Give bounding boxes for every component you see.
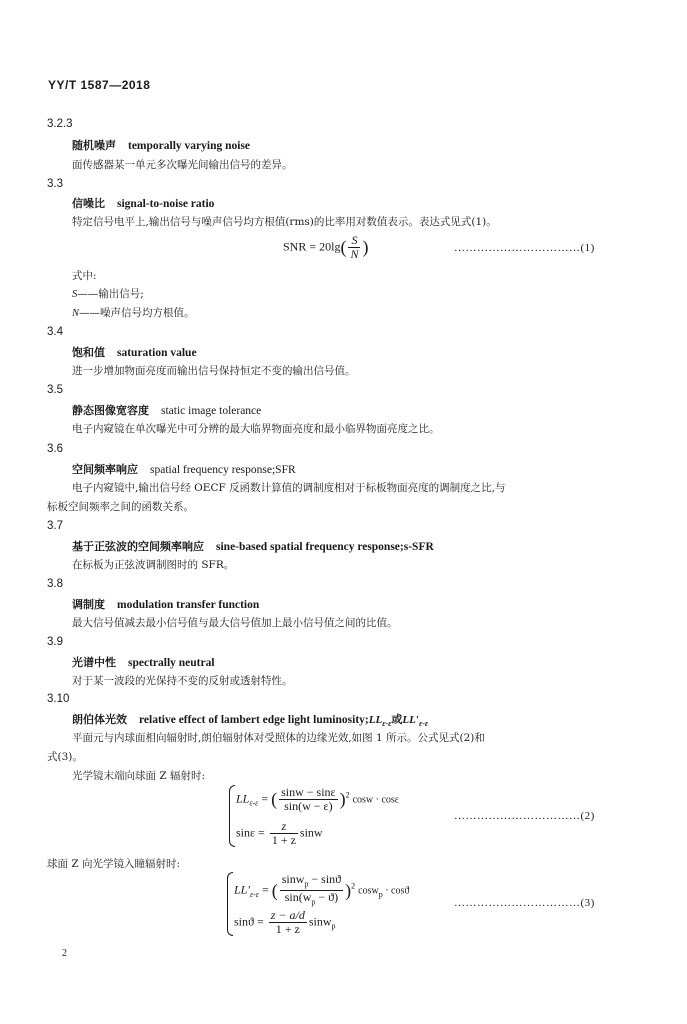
term-cn: 空间频率响应 [72, 463, 138, 476]
term-symbol-ll-sub: ε-ε [382, 719, 392, 729]
equation-1-lhs: SNR = 20lg [283, 239, 341, 254]
eq2a-lhs: LL [236, 791, 250, 806]
standard-header: YY/T 1587—2018 [48, 78, 151, 92]
eq2b-denominator: 1 + z [271, 833, 296, 847]
term-en: temporally varying noise [128, 140, 251, 152]
equation-3-number: ……………………………(3) [454, 897, 595, 909]
definition-3-6-line-1: 电子内窥镜中,输出信号经 OECF 反函数计算值的调制度相对于标板物面亮度的调制度之比,与 [72, 482, 506, 494]
clause-number-3-8: 3.8 [47, 578, 63, 590]
term-cn: 光谱中性 [72, 656, 116, 669]
equation-1-denominator: N [350, 247, 359, 261]
term-title-3-3 [72, 195, 214, 211]
case-1-label: 光学镜末端向球面 Z 辐射时: [72, 770, 206, 782]
term-en: saturation value [117, 347, 197, 359]
clause-number-3-9: 3.9 [47, 636, 63, 648]
clause-number-3-2-3: 3.2.3 [47, 118, 73, 130]
eq3a-tail-sub: p [378, 890, 383, 900]
eq3a-tail2: · cosϑ [382, 885, 410, 897]
eq3a-lhs: LL′ [234, 882, 250, 897]
term-title-3-4 [72, 344, 197, 360]
eq2a-numerator: sinw − sinε [281, 785, 336, 799]
term-cn: 随机噪声 [72, 139, 116, 152]
variable-s-symbol: S [72, 289, 78, 300]
definition-3-2-3: 面传感器某一单元多次曝光间输出信号的差异。 [72, 159, 293, 171]
eq2a-tail: cosw · cosε [352, 794, 400, 806]
definition-3-7: 在标板为正弦波调制图时的 SFR。 [72, 559, 235, 571]
eq2b-tail: sinw [299, 825, 323, 840]
equation-2-brace [229, 785, 235, 847]
definition-3-6-line-2: 标板空间频率之间的函数关系。 [47, 501, 194, 513]
definition-3-3: 特定信号电平上,输出信号与噪声信号均方根值(rms)的比率用对数值表示。表达式见式(1)。 [72, 216, 497, 228]
term-or: 或 [391, 713, 403, 726]
term-cn: 基于正弦波的空间频率响应 [72, 540, 204, 553]
term-en: modulation transfer function [117, 599, 260, 611]
term-symbol-ll: LL [368, 714, 383, 726]
where-label: 式中: [72, 270, 97, 282]
eq3a-power: 2 [351, 881, 356, 891]
term-cn: 信噪比 [72, 197, 105, 210]
eq3b-tail: sinw [308, 914, 332, 929]
term-title-3-5 [72, 402, 261, 418]
term-cn: 调制度 [72, 598, 105, 611]
eq3b-lhs: sinϑ = [234, 914, 264, 929]
definition-3-5: 电子内窥镜在单次曝光中可分辨的最大临界物面亮度和最小临界物面亮度之比。 [72, 423, 440, 435]
term-cn: 朗伯体光效 [72, 713, 127, 726]
equation-2b [236, 820, 323, 847]
eq3a-denominator: sin(w [284, 890, 312, 905]
case-2-label: 球面 Z 向光学镜入瞳辐射时: [47, 858, 181, 870]
eq3a-numerator-tail: − sinϑ [308, 872, 342, 886]
equation-2-number: ……………………………(2) [454, 810, 595, 822]
variable-n-desc: ——噪声信号均方根值。 [79, 307, 195, 319]
eq3a-denominator-tail: − ϑ) [315, 890, 339, 905]
eq2b-lhs: sinε = [236, 825, 265, 840]
equation-3b [234, 909, 336, 936]
equation-1: SNR = 20lg( $\frac{S}{N}$ ) [283, 233, 369, 261]
term-title-3-10 [72, 711, 428, 728]
equation-2a: $LL_{\varepsilon-\varepsilon}$ = ( $\frac{\sin w - \sin\varepsilon}{\sin(w - \varepsilon)}$ )$^2$ cosw · cosε [236, 785, 400, 813]
clause-number-3-5: 3.5 [47, 384, 63, 396]
term-cn: 静态图像宽容度 [72, 404, 149, 417]
eq3a-tail: cosw [358, 885, 379, 897]
term-title-3-2-3 [72, 137, 250, 153]
eq2a-lhs-sub: ε-ε [249, 798, 259, 808]
term-title-3-8 [72, 596, 259, 612]
term-title-3-9 [72, 654, 215, 670]
definition-3-4: 进一步增加物面亮度而输出信号保持恒定不变的输出信号值。 [72, 365, 356, 377]
equation-1-numerator: S [348, 234, 360, 248]
eq2a-denominator: sin(w − ε) [284, 799, 333, 813]
eq3b-denominator: 1 + z [275, 922, 300, 936]
equation-3a: $LL'_{\varepsilon-\varepsilon}$ = ( $\frac{\sin w_p - \sin ϑ}{\sin(w_p - ϑ)}$ )$^2$ cosw$_p$ · cosϑ [234, 872, 410, 907]
clause-number-3-7: 3.7 [47, 520, 63, 532]
eq3a-numerator: sinw [281, 872, 305, 886]
eq2a-power: 2 [345, 790, 350, 800]
definition-3-9: 对于某一波段的光保持不变的反射或透射特性。 [72, 675, 293, 687]
eq3a-denominator-sub: p [311, 897, 316, 907]
equation-1-number: ……………………………(1) [454, 242, 595, 254]
term-title-3-7 [72, 538, 434, 554]
term-en: spectrally neutral [128, 657, 215, 669]
clause-number-3-3: 3.3 [47, 178, 63, 190]
eq2b-numerator: z [270, 820, 298, 834]
page-number: 2 [62, 948, 67, 959]
term-en: relative effect of lambert edge light luminosity; [139, 714, 369, 726]
definition-3-10-line-1: 平面元与内球面相向辐射时,朗伯辐射体对受照体的边缘光效,如图 1 所示。公式见式(2)和 [72, 732, 485, 744]
definition-3-8: 最大信号值减去最小信号值与最大信号值加上最小信号值之间的比值。 [72, 617, 398, 629]
eq3b-numerator: z − a/d [270, 908, 305, 922]
term-en: sine-based spatial frequency response;s-SFR [216, 541, 434, 553]
equation-3-brace [227, 872, 233, 936]
term-symbol-ll-prime: LL′ [402, 714, 419, 726]
eq3a-numerator-sub: p [304, 879, 309, 889]
clause-number-3-6: 3.6 [47, 443, 63, 455]
term-en: signal-to-noise ratio [117, 198, 215, 210]
clause-number-3-10: 3.10 [47, 693, 70, 705]
variable-n [72, 305, 195, 320]
eq3b-tail-sub: p [331, 921, 336, 931]
eq3a-lhs-sub: ε-ε [249, 890, 259, 900]
variable-s-desc: ——输出信号; [77, 288, 144, 300]
term-title-3-6 [72, 461, 296, 477]
variable-s [72, 286, 144, 301]
term-cn: 饱和值 [72, 346, 105, 359]
term-en: spatial frequency response;SFR [150, 464, 296, 476]
clause-number-3-4: 3.4 [47, 326, 63, 338]
term-en: static image tolerance [161, 405, 262, 417]
variable-n-symbol: N [72, 308, 80, 319]
definition-3-10-line-2: 式(3)。 [47, 751, 83, 763]
term-symbol-ll-prime-sub: ε-ε [418, 719, 429, 729]
